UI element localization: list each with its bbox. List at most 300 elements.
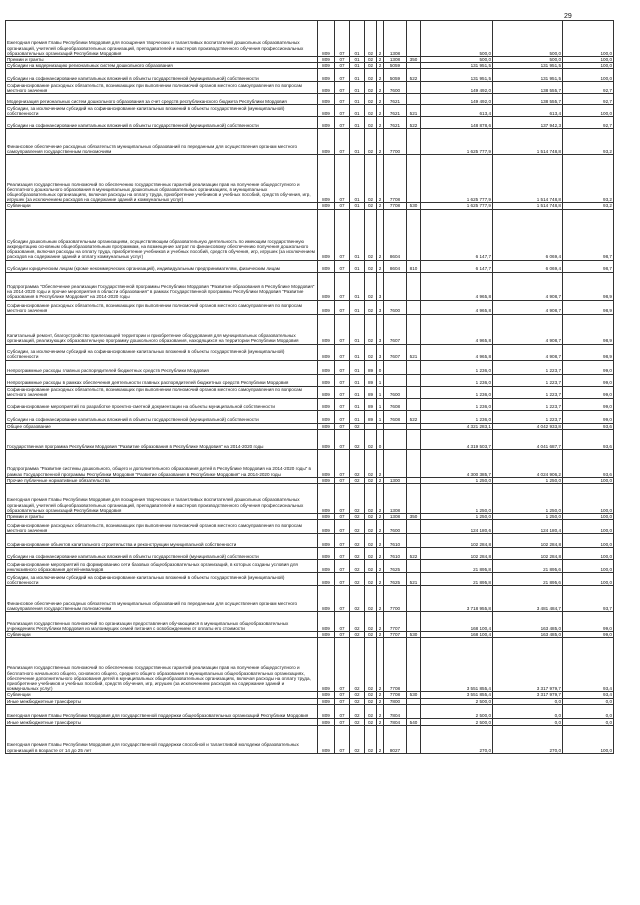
approved-amount: 4 965,8	[421, 314, 493, 344]
program-code: 02	[365, 117, 377, 129]
section-code: 07	[335, 155, 350, 203]
row-description: Субсидии на софинансирование капитальных вложений в объекты государственной (муниципальной) собственности	[6, 410, 318, 423]
expense-type-code	[407, 586, 421, 612]
ministry-code: 809	[318, 632, 335, 638]
table-row	[6, 534, 614, 548]
program-code: 02	[365, 548, 377, 560]
execution-percent: 100,0	[563, 69, 614, 82]
subprogram-code: 2	[377, 692, 384, 698]
expense-type-code	[407, 449, 421, 477]
subprogram-code: 2	[377, 520, 384, 534]
approved-amount: 2 500,0	[421, 698, 493, 704]
executed-amount: 3 317 979,7	[493, 638, 563, 692]
subsection-code: 01	[350, 360, 365, 374]
section-code: 07	[335, 63, 350, 69]
target-article-code: 1308	[384, 57, 407, 63]
expense-type-code	[407, 314, 421, 344]
ministry-code: 809	[318, 155, 335, 203]
subsection-code: 01	[350, 410, 365, 423]
section-code: 07	[335, 692, 350, 698]
row-description: Софинансирование расходных обязательств, возникающих при выполнении полномочий органов местного самоуправления по вопросам местного значения	[6, 300, 318, 314]
executed-amount: 138 555,7	[493, 94, 563, 105]
row-description: Софинансирование мероприятий по разработке проектно-сметной документации на объекты муниципальной собственности	[6, 398, 318, 410]
execution-percent: 99,0	[563, 612, 614, 632]
table-row	[6, 484, 614, 514]
subprogram-code: 2	[377, 698, 384, 704]
section-code: 07	[335, 548, 350, 560]
subsection-code: 01	[350, 129, 365, 155]
target-article-code: 7804	[384, 718, 407, 725]
executed-amount: 270,0	[493, 725, 563, 753]
target-article-code: 7608	[384, 398, 407, 410]
subsection-code: 02	[350, 704, 365, 718]
approved-amount: 4 965,8	[421, 300, 493, 314]
target-article-code: 1300	[384, 477, 407, 483]
subsection-code: 01	[350, 57, 365, 63]
section-code: 07	[335, 423, 350, 429]
executed-amount: 1 514 748,8	[493, 129, 563, 155]
subprogram-code: 2	[377, 155, 384, 203]
subsection-code: 02	[350, 548, 365, 560]
subprogram-code: 2	[377, 573, 384, 586]
subsection-code: 02	[350, 477, 365, 483]
target-article-code: 5059	[384, 63, 407, 69]
ministry-code: 809	[318, 69, 335, 82]
program-code: 02	[365, 704, 377, 718]
row-description: Подпрограмма "Развитие системы дошкольного, общего и дополнительного образования детей в Республике Мордовия на 2014-2020 годы" в рамках Государственной программы Республики Мордовия "Развитие образования в Республике Мордовия" на 2014-2020 годы	[6, 449, 318, 477]
execution-percent: 99,0	[563, 386, 614, 398]
subsection-code: 01	[350, 105, 365, 117]
ministry-code: 809	[318, 272, 335, 300]
section-code: 07	[335, 386, 350, 398]
executed-amount: 1 250,0	[493, 514, 563, 520]
expense-type-code: 521	[407, 573, 421, 586]
subprogram-code: 2	[377, 718, 384, 725]
subprogram-code: 3	[377, 272, 384, 300]
table-row	[6, 344, 614, 360]
subprogram-code: 3	[377, 314, 384, 344]
row-description: Модернизация региональных систем дошкольного образования за счет средств республиканского бюджета Республики Мордовия	[6, 94, 318, 105]
ministry-code: 809	[318, 725, 335, 753]
expense-type-code	[407, 21, 421, 57]
approved-amount: 3 551 855,4	[421, 638, 493, 692]
approved-amount: 3 551 855,4	[421, 692, 493, 698]
execution-percent: 93,6	[563, 449, 614, 477]
approved-amount: 1 625 777,9	[421, 203, 493, 209]
program-code: 02	[365, 477, 377, 483]
target-article-code: 7707	[384, 632, 407, 638]
ministry-code: 809	[318, 484, 335, 514]
target-article-code: 7700	[384, 129, 407, 155]
ministry-code: 809	[318, 209, 335, 260]
execution-percent: 0,0	[563, 698, 614, 704]
target-article-code	[384, 449, 407, 477]
subprogram-code: 0	[377, 429, 384, 449]
target-article-code: 7621	[384, 105, 407, 117]
execution-percent: 100,0	[563, 573, 614, 586]
executed-amount: 131 951,5	[493, 63, 563, 69]
executed-amount: 131 951,5	[493, 69, 563, 82]
target-article-code: 7708	[384, 638, 407, 692]
target-article-code	[384, 272, 407, 300]
executed-amount: 6 069,4	[493, 209, 563, 260]
program-code: 02	[365, 698, 377, 704]
subsection-code: 01	[350, 344, 365, 360]
table-row	[6, 449, 614, 477]
row-description: Премии и гранты	[6, 514, 318, 520]
program-code: 02	[365, 129, 377, 155]
subprogram-code: 2	[377, 725, 384, 753]
program-code: 02	[365, 534, 377, 548]
execution-percent: 100,0	[563, 548, 614, 560]
approved-amount: 270,0	[421, 725, 493, 753]
target-article-code: 7625	[384, 560, 407, 573]
section-code: 07	[335, 477, 350, 483]
expense-type-code: 521	[407, 344, 421, 360]
ministry-code: 809	[318, 314, 335, 344]
program-code: 02	[365, 692, 377, 698]
section-code: 07	[335, 82, 350, 94]
execution-percent: 98,9	[563, 300, 614, 314]
target-article-code: 7610	[384, 548, 407, 560]
row-description: Софинансирование расходных обязательств, возникающих при выполнении полномочий органов местного самоуправления по вопросам местного значения	[6, 520, 318, 534]
execution-percent: 92,7	[563, 94, 614, 105]
program-code: 02	[365, 725, 377, 753]
ministry-code: 809	[318, 718, 335, 725]
subsection-code: 02	[350, 612, 365, 632]
execution-percent: 98,9	[563, 344, 614, 360]
subsection-code: 01	[350, 398, 365, 410]
subsection-code: 02	[350, 560, 365, 573]
approved-amount: 1 236,0	[421, 386, 493, 398]
target-article-code: 1308	[384, 484, 407, 514]
row-description: Общее образование	[6, 423, 318, 429]
expense-type-code	[407, 82, 421, 94]
row-description: Субсидии на модернизацию региональных систем дошкольного образования	[6, 63, 318, 69]
subsection-code: 01	[350, 203, 365, 209]
program-code: 02	[365, 520, 377, 534]
section-code: 07	[335, 718, 350, 725]
row-description: Реализация государственных полномочий по обеспечению государственных гарантий реализации прав на получение общедоступного и бесплатного начального общего, основного общего, среднего общего образования в муниципальных общеобразовательных организациях, обеспечение дополнительного образования детей в муниципальных общеобразовательных организациях, включая расходы на оплату труда, приобретение учебников и учебных пособий, средств обучения, игр, игрушек (за исключением расходов на содержание зданий и коммунальных услуг)	[6, 638, 318, 692]
execution-percent: 98,7	[563, 209, 614, 260]
program-code: 02	[365, 429, 377, 449]
approved-amount: 1 625 777,9	[421, 129, 493, 155]
section-code: 07	[335, 300, 350, 314]
ministry-code: 809	[318, 203, 335, 209]
expense-type-code	[407, 272, 421, 300]
table-row	[6, 704, 614, 718]
approved-amount: 613,4	[421, 105, 493, 117]
approved-amount: 131 951,5	[421, 69, 493, 82]
section-code: 07	[335, 410, 350, 423]
program-code: 02	[365, 449, 377, 477]
program-code: 02	[365, 272, 377, 300]
table-row	[6, 155, 614, 203]
row-description: Финансовое обеспечение расходных обязательств муниципальных образований по переданным для осуществления органам местного самоуправления государственным полномочиям	[6, 586, 318, 612]
section-code: 07	[335, 69, 350, 82]
table-row	[6, 638, 614, 692]
subsection-code: 02	[350, 692, 365, 698]
subprogram-code: 2	[377, 449, 384, 477]
subsection-code: 02	[350, 725, 365, 753]
section-code: 07	[335, 612, 350, 632]
approved-amount: 168 100,4	[421, 612, 493, 632]
subprogram-code: 2	[377, 548, 384, 560]
execution-percent: 98,9	[563, 314, 614, 344]
table-row	[6, 374, 614, 386]
ministry-code: 809	[318, 698, 335, 704]
ministry-code: 809	[318, 129, 335, 155]
row-description: Субсидии, за исключением субсидий на софинансирование капитальных вложений в объекты государственной (муниципальной) собственности	[6, 344, 318, 360]
expense-type-code	[407, 386, 421, 398]
subsection-code: 01	[350, 82, 365, 94]
subprogram-code: 1	[377, 398, 384, 410]
program-code: 02	[365, 514, 377, 520]
subprogram-code: 2	[377, 514, 384, 520]
table-row	[6, 573, 614, 586]
subsection-code: 01	[350, 300, 365, 314]
section-code: 07	[335, 344, 350, 360]
section-code: 07	[335, 21, 350, 57]
execution-percent: 99,0	[563, 410, 614, 423]
section-code: 07	[335, 449, 350, 477]
approved-amount: 102 284,8	[421, 548, 493, 560]
execution-percent: 99,0	[563, 360, 614, 374]
subprogram-code: 3	[377, 344, 384, 360]
approved-amount: 149 492,0	[421, 94, 493, 105]
section-code: 07	[335, 203, 350, 209]
section-code: 07	[335, 484, 350, 514]
row-description: Субсидии на софинансирование капитальных вложений в объекты государственной (муниципальной) собственности	[6, 548, 318, 560]
expense-type-code	[407, 560, 421, 573]
program-code: 02	[365, 573, 377, 586]
subsection-code: 02	[350, 534, 365, 548]
approved-amount: 1 250,0	[421, 514, 493, 520]
program-code: 89	[365, 398, 377, 410]
approved-amount: 3 718 955,8	[421, 586, 493, 612]
expense-type-code	[407, 429, 421, 449]
ministry-code: 809	[318, 260, 335, 272]
target-article-code	[384, 374, 407, 386]
row-description: Софинансирование мероприятий по формированию сети базовых общеобразовательных организаций, в которых созданы условия для инклюзивного образования детей-инвалидов	[6, 560, 318, 573]
executed-amount: 1 250,0	[493, 477, 563, 483]
execution-percent: 93,2	[563, 203, 614, 209]
target-article-code: 7610	[384, 534, 407, 548]
expense-type-code: 530	[407, 692, 421, 698]
program-code: 02	[365, 300, 377, 314]
approved-amount: 1 250,0	[421, 484, 493, 514]
approved-amount: 4 321 283,1	[421, 423, 493, 429]
program-code: 02	[365, 63, 377, 69]
subsection-code: 01	[350, 272, 365, 300]
row-description: Иные межбюджетные трансферты	[6, 718, 318, 725]
execution-percent: 0,0	[563, 704, 614, 718]
approved-amount: 168 100,4	[421, 632, 493, 638]
ministry-code: 809	[318, 82, 335, 94]
section-code: 07	[335, 514, 350, 520]
program-code: 02	[365, 586, 377, 612]
subprogram-code: 2	[377, 105, 384, 117]
program-code: 02	[365, 57, 377, 63]
execution-percent: 99,0	[563, 374, 614, 386]
executed-amount: 1 514 748,8	[493, 155, 563, 203]
table-row	[6, 398, 614, 410]
execution-percent: 93,7	[563, 586, 614, 612]
executed-amount: 1 223,7	[493, 360, 563, 374]
budget-table	[5, 20, 614, 754]
ministry-code: 809	[318, 423, 335, 429]
section-code: 07	[335, 638, 350, 692]
expense-type-code	[407, 209, 421, 260]
expense-type-code: 530	[407, 632, 421, 638]
ministry-code: 809	[318, 449, 335, 477]
table-row	[6, 386, 614, 398]
execution-percent: 93,4	[563, 638, 614, 692]
subprogram-code: 2	[377, 94, 384, 105]
approved-amount: 131 951,5	[421, 63, 493, 69]
approved-amount: 6 147,7	[421, 260, 493, 272]
target-article-code: 7700	[384, 586, 407, 612]
ministry-code: 809	[318, 704, 335, 718]
table-row	[6, 272, 614, 300]
table-row	[6, 129, 614, 155]
table-row	[6, 718, 614, 725]
program-code: 89	[365, 410, 377, 423]
subsection-code: 02	[350, 423, 365, 429]
execution-percent: 98,9	[563, 272, 614, 300]
subsection-code: 02	[350, 638, 365, 692]
expense-type-code: 522	[407, 410, 421, 423]
subprogram-code: 2	[377, 612, 384, 632]
expense-type-code	[407, 638, 421, 692]
section-code: 07	[335, 704, 350, 718]
ministry-code: 809	[318, 57, 335, 63]
ministry-code: 809	[318, 386, 335, 398]
execution-percent: 100,0	[563, 725, 614, 753]
execution-percent: 92,7	[563, 82, 614, 94]
expense-type-code	[407, 300, 421, 314]
ministry-code: 809	[318, 514, 335, 520]
executed-amount: 0,0	[493, 718, 563, 725]
subsection-code: 01	[350, 386, 365, 398]
execution-percent: 100,0	[563, 63, 614, 69]
expense-type-code: 522	[407, 117, 421, 129]
target-article-code: 7625	[384, 573, 407, 586]
execution-percent: 93,6	[563, 423, 614, 429]
approved-amount: 4 965,8	[421, 344, 493, 360]
executed-amount: 4 908,7	[493, 272, 563, 300]
execution-percent: 93,4	[563, 692, 614, 698]
subprogram-code: 2	[377, 560, 384, 573]
row-description: Софинансирование объектов капитального строительства и реконструкции муниципальной собственности	[6, 534, 318, 548]
target-article-code: 7600	[384, 386, 407, 398]
ministry-code: 809	[318, 534, 335, 548]
row-description: Софинансирование расходных обязательств, возникающих при выполнении полномочий органов местного самоуправления по вопросам местного значения	[6, 386, 318, 398]
subprogram-code: 0	[377, 360, 384, 374]
subsection-code: 02	[350, 698, 365, 704]
subprogram-code: 2	[377, 117, 384, 129]
execution-percent: 100,0	[563, 520, 614, 534]
ministry-code: 809	[318, 105, 335, 117]
execution-percent: 0,0	[563, 718, 614, 725]
approved-amount: 1 625 777,9	[421, 155, 493, 203]
approved-amount: 1 236,0	[421, 374, 493, 386]
execution-percent: 99,0	[563, 632, 614, 638]
approved-amount: 1 236,0	[421, 398, 493, 410]
section-code: 07	[335, 725, 350, 753]
table-row	[6, 586, 614, 612]
program-code: 02	[365, 94, 377, 105]
expense-type-code	[407, 612, 421, 632]
expense-type-code	[407, 129, 421, 155]
expense-type-code	[407, 360, 421, 374]
subsection-code: 02	[350, 429, 365, 449]
subprogram-code: 2	[377, 69, 384, 82]
section-code: 07	[335, 374, 350, 386]
subsection-code: 01	[350, 117, 365, 129]
execution-percent: 100,0	[563, 57, 614, 63]
approved-amount: 4 319 503,7	[421, 429, 493, 449]
ministry-code: 809	[318, 638, 335, 692]
table-row	[6, 21, 614, 57]
executed-amount: 102 284,8	[493, 548, 563, 560]
execution-percent: 100,0	[563, 534, 614, 548]
subsection-code: 02	[350, 632, 365, 638]
execution-percent: 100,0	[563, 560, 614, 573]
approved-amount: 149 492,0	[421, 82, 493, 94]
program-code: 02	[365, 203, 377, 209]
row-description: Субсидии дошкольным образовательным организациям, осуществляющим образовательную деятельность по имеющим государственную аккредитацию основным общеобразовательным программам, на возмещение затрат по финансовому обеспечению получения дошкольного образования, включая расходы на оплату труда, приобретение учебников и учебных пособий, средств обучения, игр, игрушек (за исключением расходов на содержание зданий и оплату коммунальных услуг)	[6, 209, 318, 260]
row-description: Субсидии, за исключением субсидий на софинансирование капитальных вложений в объекты государственной (муниципальной) собственности	[6, 573, 318, 586]
ministry-code: 809	[318, 300, 335, 314]
section-code: 07	[335, 586, 350, 612]
approved-amount: 6 147,7	[421, 209, 493, 260]
target-article-code: 7708	[384, 692, 407, 698]
expense-type-code: 350	[407, 57, 421, 63]
target-article-code: 5059	[384, 69, 407, 82]
expense-type-code	[407, 155, 421, 203]
table-row	[6, 82, 614, 94]
executed-amount: 124 180,4	[493, 520, 563, 534]
ministry-code: 809	[318, 398, 335, 410]
approved-amount: 124 180,6	[421, 520, 493, 534]
expense-type-code: 530	[407, 203, 421, 209]
ministry-code: 809	[318, 429, 335, 449]
subprogram-code: 2	[377, 209, 384, 260]
subprogram-code: 2	[377, 632, 384, 638]
subprogram-code: 2	[377, 63, 384, 69]
table-row	[6, 410, 614, 423]
executed-amount: 4 908,7	[493, 314, 563, 344]
ministry-code: 809	[318, 63, 335, 69]
executed-amount: 4 042 933,8	[493, 423, 563, 429]
executed-amount: 500,0	[493, 57, 563, 63]
table-row	[6, 725, 614, 753]
row-description: Премии и гранты	[6, 57, 318, 63]
target-article-code: 7804	[384, 704, 407, 718]
subprogram-code: 2	[377, 129, 384, 155]
row-description: Непрограммные расходы главных распорядителей бюджетных средств Республики Мордовия	[6, 360, 318, 374]
ministry-code: 809	[318, 117, 335, 129]
subprogram-code: 2	[377, 82, 384, 94]
section-code: 07	[335, 314, 350, 344]
page-number: 29	[564, 13, 572, 20]
approved-amount: 1 236,0	[421, 410, 493, 423]
row-description: Непрограммные расходы в рамках обеспечения деятельности главных распорядителей бюджетных средств Республики Мордовия	[6, 374, 318, 386]
row-description: Финансовое обеспечение расходных обязательств муниципальных образований по переданным для осуществления органам местного самоуправления государственным полномочиям	[6, 129, 318, 155]
subprogram-code: 2	[377, 484, 384, 514]
section-code: 07	[335, 57, 350, 63]
